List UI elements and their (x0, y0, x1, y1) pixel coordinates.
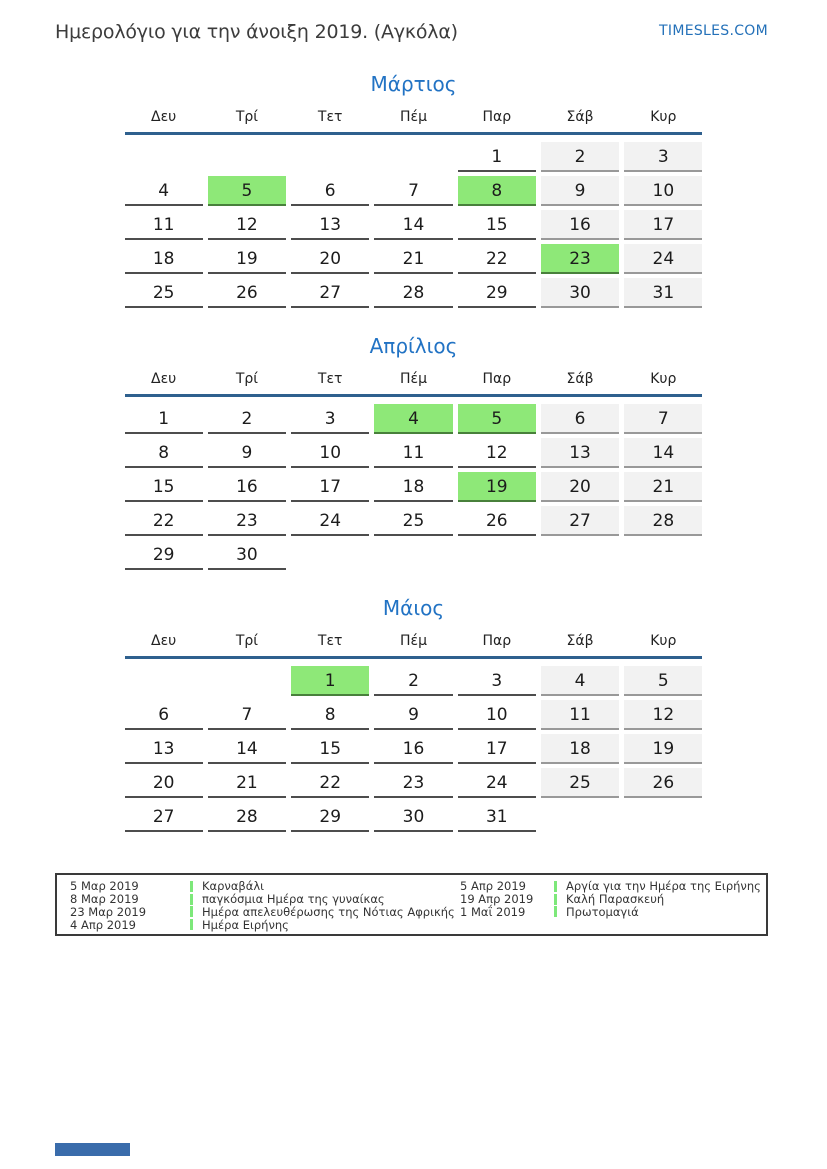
legend-marker-icon (190, 919, 193, 930)
weekday-header: Τετ (317, 109, 343, 125)
legend-date: 5 Απρ 2019 (460, 879, 526, 894)
day-cell: 18 (541, 734, 619, 764)
weekday-header: Δευ (151, 109, 177, 125)
day-cell: 18 (374, 472, 452, 502)
day-cell: 21 (624, 472, 702, 502)
legend-marker-icon (554, 906, 557, 917)
holiday-day-cell: 23 (541, 244, 619, 274)
day-cell: 8 (125, 438, 203, 468)
day-cell: 12 (208, 210, 286, 240)
day-cell: 3 (624, 142, 702, 172)
legend-date: 8 Μαρ 2019 (70, 892, 139, 907)
month-grid (125, 105, 703, 308)
month-may (125, 596, 703, 832)
holiday-day-cell: 19 (458, 472, 536, 502)
day-cell: 6 (541, 404, 619, 434)
day-cell: 21 (374, 244, 452, 274)
day-cell: 9 (541, 176, 619, 206)
weekday-header: Δευ (151, 371, 177, 387)
day-cell: 28 (624, 506, 702, 536)
legend-row (70, 893, 460, 906)
day-cell: 30 (208, 540, 286, 570)
legend-date: 23 Μαρ 2019 (70, 905, 147, 919)
day-cell: 31 (624, 278, 702, 308)
day-cell: 21 (208, 768, 286, 798)
holiday-day-cell: 5 (458, 404, 536, 434)
weekday-header: Σάβ (566, 109, 594, 125)
day-cell: 25 (541, 768, 619, 798)
legend-row (460, 893, 766, 906)
legend-row (460, 880, 766, 893)
day-cell: 30 (374, 802, 452, 832)
day-cell: 3 (291, 404, 369, 434)
day-cell: 12 (458, 438, 536, 468)
legend-label: Πρωτομαγιά (566, 905, 639, 919)
month-title: Απρίλιος (369, 334, 458, 358)
empty-cell (125, 142, 203, 172)
day-cell: 15 (291, 734, 369, 764)
legend-label: Καρναβάλι (202, 879, 265, 894)
legend-row (70, 906, 460, 919)
day-cell: 24 (624, 244, 702, 274)
day-cell: 14 (374, 210, 452, 240)
empty-cell (208, 142, 286, 172)
day-cell: 28 (374, 278, 452, 308)
footer-accent-bar (55, 1143, 130, 1156)
day-cell: 4 (125, 176, 203, 206)
day-cell: 19 (624, 734, 702, 764)
weekday-header: Τετ (317, 633, 343, 649)
day-cell: 17 (458, 734, 536, 764)
holiday-day-cell: 4 (374, 404, 452, 434)
day-cell: 27 (125, 802, 203, 832)
legend-row (70, 918, 460, 931)
day-cell: 20 (125, 768, 203, 798)
day-cell: 25 (125, 278, 203, 308)
day-cell: 22 (125, 506, 203, 536)
weekday-header: Τρί (235, 371, 259, 387)
legend-date: 1 Μαΐ 2019 (460, 905, 526, 919)
day-cell: 13 (291, 210, 369, 240)
legend-label: Καλή Παρασκευή (566, 892, 665, 907)
day-cell: 20 (541, 472, 619, 502)
empty-cell (125, 666, 203, 696)
day-cell: 4 (541, 666, 619, 696)
legend-marker-icon (190, 894, 193, 905)
weekday-header: Τρί (235, 633, 259, 649)
day-cell: 16 (374, 734, 452, 764)
day-cell: 3 (458, 666, 536, 696)
weekday-header: Πέμ (399, 371, 427, 387)
day-cell: 27 (541, 506, 619, 536)
day-cell: 29 (458, 278, 536, 308)
day-cell: 22 (291, 768, 369, 798)
weekday-header: Παρ (482, 371, 512, 387)
day-cell: 23 (374, 768, 452, 798)
day-cell: 9 (374, 700, 452, 730)
holiday-day-cell: 5 (208, 176, 286, 206)
legend-row (70, 880, 460, 893)
day-cell: 11 (541, 700, 619, 730)
holiday-day-cell: 1 (291, 666, 369, 696)
day-cell: 2 (208, 404, 286, 434)
holiday-day-cell: 8 (458, 176, 536, 206)
weekday-header: Δευ (151, 633, 177, 649)
legend-column-left (70, 879, 460, 932)
calendar-area (125, 72, 703, 832)
day-cell: 8 (291, 700, 369, 730)
day-cell: 11 (374, 438, 452, 468)
day-cell: 14 (624, 438, 702, 468)
day-cell: 17 (291, 472, 369, 502)
day-cell: 10 (458, 700, 536, 730)
site-link[interactable]: TIMESLES.COM (659, 23, 768, 39)
month-grid (125, 629, 703, 832)
day-cell: 31 (458, 802, 536, 832)
day-cell: 20 (291, 244, 369, 274)
month-april (125, 334, 703, 570)
legend-label: Αργία για την Ημέρα της Ειρήνης (566, 879, 761, 894)
day-cell: 27 (291, 278, 369, 308)
day-cell: 6 (291, 176, 369, 206)
day-cell: 2 (541, 142, 619, 172)
weekday-header: Πέμ (399, 109, 427, 125)
day-cell: 7 (208, 700, 286, 730)
header-rule-line (125, 394, 703, 397)
empty-cell (208, 666, 286, 696)
day-cell: 25 (374, 506, 452, 536)
empty-cell (291, 142, 369, 172)
day-cell: 29 (291, 802, 369, 832)
day-cell: 30 (541, 278, 619, 308)
day-cell: 1 (458, 142, 536, 172)
weekday-header: Πέμ (399, 633, 427, 649)
day-cell: 15 (458, 210, 536, 240)
day-cell: 15 (125, 472, 203, 502)
legend-marker-icon (554, 894, 557, 905)
day-cell: 16 (541, 210, 619, 240)
weekday-header: Σάβ (566, 371, 594, 387)
weekday-header: Τρί (235, 109, 259, 125)
day-cell: 26 (624, 768, 702, 798)
day-cell: 24 (458, 768, 536, 798)
day-cell: 18 (125, 244, 203, 274)
day-cell: 10 (291, 438, 369, 468)
weekday-header: Παρ (482, 109, 512, 125)
header-rule-line (125, 656, 703, 659)
empty-cell (374, 142, 452, 172)
holiday-legend (55, 873, 768, 936)
day-cell: 22 (458, 244, 536, 274)
legend-label: Ημέρα Ειρήνης (202, 917, 289, 932)
day-cell: 26 (208, 278, 286, 308)
legend-label: παγκόσμια Ημέρα της γυναίκας (202, 892, 385, 907)
day-cell: 29 (125, 540, 203, 570)
page-header (0, 0, 827, 46)
legend-marker-icon (554, 881, 557, 892)
day-cell: 17 (624, 210, 702, 240)
weekday-header: Παρ (482, 633, 512, 649)
day-cell: 7 (374, 176, 452, 206)
day-cell: 10 (624, 176, 702, 206)
day-cell: 12 (624, 700, 702, 730)
legend-date: 5 Μαρ 2019 (70, 879, 139, 894)
day-cell: 19 (208, 244, 286, 274)
day-cell: 14 (208, 734, 286, 764)
day-cell: 16 (208, 472, 286, 502)
day-cell: 28 (208, 802, 286, 832)
day-cell: 26 (458, 506, 536, 536)
day-cell: 9 (208, 438, 286, 468)
weekday-header: Κυρ (650, 633, 677, 649)
day-cell: 24 (291, 506, 369, 536)
weekday-header: Σάβ (566, 633, 594, 649)
day-cell: 23 (208, 506, 286, 536)
day-cell: 6 (125, 700, 203, 730)
legend-marker-icon (190, 881, 193, 892)
day-cell: 1 (125, 404, 203, 434)
page-title: Ημερολόγιο για την άνοιξη 2019. (Αγκόλα) (55, 21, 458, 43)
month-title: Μάρτιος (370, 72, 457, 96)
legend-row (460, 906, 766, 919)
legend-date: 19 Απρ 2019 (460, 892, 534, 907)
legend-marker-icon (190, 906, 193, 917)
day-cell: 11 (125, 210, 203, 240)
month-grid (125, 367, 703, 570)
day-cell: 2 (374, 666, 452, 696)
header-rule-line (125, 132, 703, 135)
legend-column-right (460, 880, 766, 929)
weekday-header: Κυρ (650, 371, 677, 387)
weekday-header: Κυρ (650, 109, 677, 125)
weekday-header: Τετ (317, 371, 343, 387)
day-cell: 13 (125, 734, 203, 764)
day-cell: 7 (624, 404, 702, 434)
day-cell: 5 (624, 666, 702, 696)
day-cell: 13 (541, 438, 619, 468)
month-title: Μάιος (382, 596, 445, 620)
legend-label: Ημέρα απελευθέρωσης της Νότιας Αφρικής (202, 905, 455, 919)
month-march (125, 72, 703, 308)
legend-date: 4 Απρ 2019 (70, 917, 136, 932)
